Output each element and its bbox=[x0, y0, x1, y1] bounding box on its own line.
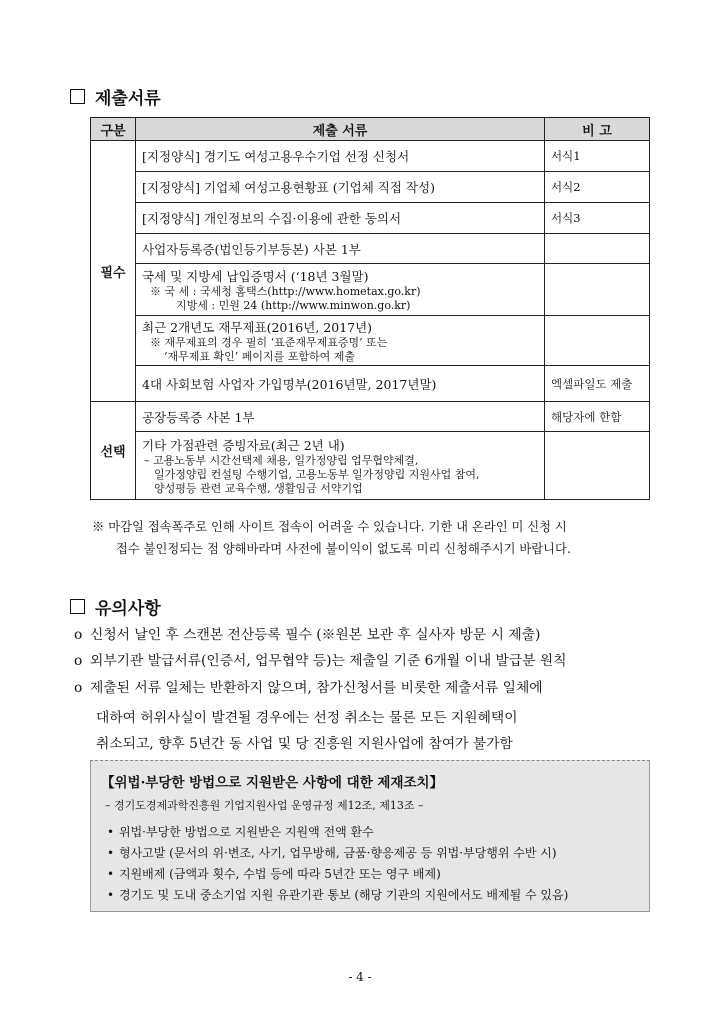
notice-line: ※ 마감일 접속폭주로 인해 사이트 접속이 어려울 수 있습니다. 기한 내 온라인 미 신청 시 bbox=[92, 520, 567, 534]
caution-text: 신청서 날인 후 스캔본 전산등록 필수 (※원본 보관 후 실사자 방문 시 제출) bbox=[90, 627, 541, 643]
notice-line: 접수 불인정되는 점 양해바라며 사전에 불이익이 없도록 미리 신청해주시기 바랍니다. bbox=[116, 542, 571, 556]
sanction-text: 형사고발 (문서의 위·변조, 사기, 업무방해, 금품·향응제공 등 위법·부당행위 수반 시) bbox=[119, 846, 557, 860]
doc-sub: 일가정양립 컨설팅 수행기업, 고용노동부 일가정양립 지원사업 참여, bbox=[154, 467, 480, 481]
section-title-text: 제출서류 bbox=[95, 89, 161, 109]
table-row bbox=[91, 234, 650, 264]
doc-main: 기타 가점관련 증빙자료(최근 2년 내) bbox=[142, 437, 345, 453]
header-documents: 제출 서류 bbox=[136, 118, 545, 141]
remark-cell: 엑셀파일도 제출 bbox=[545, 366, 650, 402]
documents-table bbox=[90, 117, 650, 500]
doc-sub: ※ 재무제표의 경우 필히 ‘표준재무제표증명’ 또는 bbox=[150, 335, 388, 349]
caution-item bbox=[74, 676, 659, 700]
sanction-text: 위법·부당한 방법으로 지원받은 지원액 전액 환수 bbox=[119, 825, 374, 839]
table-row bbox=[91, 366, 650, 402]
section-title-documents bbox=[70, 84, 161, 109]
doc-sub: – 고용노동부 시간선택제 채용, 일가정양립 업무협약체결, bbox=[144, 453, 419, 467]
bullet-o-icon: o bbox=[74, 680, 83, 696]
page-number: - 4 - bbox=[348, 970, 372, 984]
remark-cell: 서식3 bbox=[545, 203, 650, 234]
doc-sub: ‘재무제표 확인’ 페이지를 포함하여 제출 bbox=[164, 349, 355, 363]
doc-sub: 양성평등 관련 교육수행, 생활임금 서약기업 bbox=[154, 481, 363, 495]
table-row bbox=[91, 264, 650, 316]
caution-text: 제출된 서류 일체는 반환하지 않으며, 참가신청서를 비롯한 제출서류 일체에 bbox=[90, 680, 543, 696]
checkbox-square-icon bbox=[70, 89, 85, 104]
table-row bbox=[91, 203, 650, 234]
doc-cell: 사업자등록증(법인등기부등본) 사본 1부 bbox=[136, 234, 545, 264]
sanctions-box bbox=[90, 760, 650, 912]
doc-cell: [지정양식] 기업체 여성고용현황표 (기업체 직접 작성) bbox=[136, 172, 545, 203]
header-remarks: 비 고 bbox=[545, 118, 650, 141]
doc-main: 국세 및 지방세 납입증명서 (‘18년 3월말) bbox=[142, 268, 369, 284]
category-required: 필수 bbox=[91, 141, 136, 402]
header-category: 구분 bbox=[91, 118, 136, 141]
remark-cell bbox=[545, 234, 650, 264]
sanction-item bbox=[107, 865, 441, 882]
doc-cell: [지정양식] 개인정보의 수집·이용에 관한 동의서 bbox=[136, 203, 545, 234]
doc-cell: 공장등록증 사본 1부 bbox=[136, 402, 545, 432]
bullet-dot-icon: • bbox=[107, 825, 115, 839]
doc-cell: 4대 사회보험 사업자 가입명부(2016년말, 2017년말) bbox=[136, 366, 545, 402]
category-optional: 선택 bbox=[91, 402, 136, 500]
table-row bbox=[91, 432, 650, 500]
checkbox-square-icon bbox=[70, 599, 85, 614]
doc-sub: 지방세 : 민원 24 (http://www.minwon.go.kr) bbox=[176, 298, 411, 312]
sanctions-title: 【위법·부당한 방법으로 지원받은 사항에 대한 제재조치】 bbox=[101, 775, 444, 791]
sanction-item bbox=[107, 844, 557, 861]
bullet-o-icon: o bbox=[74, 627, 83, 643]
remark-cell: 해당자에 한함 bbox=[545, 402, 650, 432]
table-header-row bbox=[91, 118, 650, 141]
remark-cell bbox=[545, 432, 650, 500]
doc-cell: [지정양식] 경기도 여성고용우수기업 선정 신청서 bbox=[136, 141, 545, 172]
table-row bbox=[91, 172, 650, 203]
doc-cell bbox=[136, 316, 545, 366]
caution-text-continued: 취소되고, 향후 5년간 동 사업 및 당 진흥원 지원사업에 참여가 불가함 bbox=[96, 736, 513, 752]
caution-item bbox=[74, 649, 659, 673]
remark-cell bbox=[545, 264, 650, 316]
sanctions-subtitle: – 경기도경제과학진흥원 기업지원사업 운영규정 제12조, 제13조 – bbox=[105, 799, 424, 812]
caution-item bbox=[74, 623, 659, 647]
bullet-dot-icon: • bbox=[107, 888, 115, 902]
doc-sub: ※ 국 세 : 국세청 홈택스(http://www.hometax.go.kr) bbox=[150, 284, 421, 298]
remark-cell bbox=[545, 316, 650, 366]
caution-text-continued: 대하여 허위사실이 발견될 경우에는 선정 취소는 물론 모든 지원혜택이 bbox=[96, 710, 518, 726]
sanction-text: 경기도 및 도내 중소기업 지원 유관기관 통보 (해당 기관의 지원에서도 배제될 수 있음) bbox=[119, 888, 569, 902]
section-title-text: 유의사항 bbox=[95, 599, 161, 619]
caution-text: 외부기관 발급서류(인증서, 업무협약 등)는 제출일 기준 6개월 이내 발급분 원칙 bbox=[90, 653, 567, 669]
bullet-o-icon: o bbox=[74, 653, 83, 669]
deadline-notice bbox=[92, 516, 657, 560]
table-row bbox=[91, 141, 650, 172]
doc-cell bbox=[136, 432, 545, 500]
section-title-cautions bbox=[70, 594, 161, 619]
doc-main: 최근 2개년도 재무제표(2016년, 2017년) bbox=[142, 319, 373, 335]
table-row bbox=[91, 316, 650, 366]
remark-cell: 서식2 bbox=[545, 172, 650, 203]
sanction-item bbox=[107, 823, 374, 840]
bullet-dot-icon: • bbox=[107, 846, 115, 860]
sanction-text: 지원배제 (금액과 횟수, 수법 등에 따라 5년간 또는 영구 배제) bbox=[119, 867, 441, 881]
doc-cell bbox=[136, 264, 545, 316]
sanction-item bbox=[107, 886, 568, 903]
remark-cell: 서식1 bbox=[545, 141, 650, 172]
table-row bbox=[91, 402, 650, 432]
bullet-dot-icon: • bbox=[107, 867, 115, 881]
